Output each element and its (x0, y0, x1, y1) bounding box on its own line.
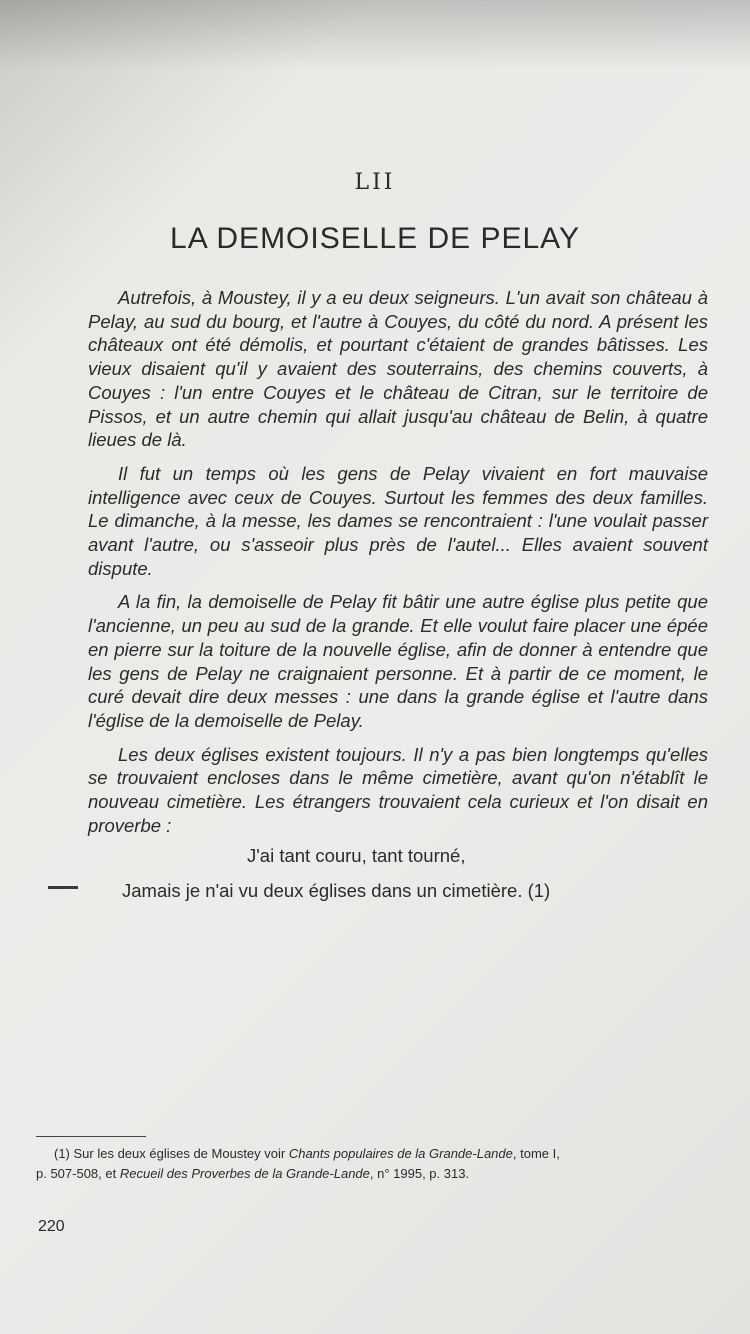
paragraph-3: A la fin, la demoiselle de Pelay fit bâtir une autre église plus petite que l'ancienne, un peu au sud de la grande. Et elle voulut faire placer une épée en pierre sur la toiture de la nouvelle église, afin de donner à entendre que les gens de Pelay ne craignaient personne. Et à partir de ce moment, le curé devait dire deux messes : une dans la grande église et l'autre dans l'église de la demoiselle de Pelay. (88, 591, 708, 731)
footnote-line-2 (36, 1164, 736, 1184)
footnote-mid: , tome I, (512, 1146, 560, 1161)
paragraph-4: Les deux églises existent toujours. Il n'y a pas bien longtemps qu'elles se trouvaient encloses dans le même cimetière, avant qu'on n'établît le nouveau cimetière. Les étrangers trouvaient cela curieux et l'on disait en proverbe : (88, 743, 708, 836)
verse-line-2: Jamais je n'ai vu deux églises dans un cimetière. (1) (122, 880, 551, 901)
verse-line-1: J'ai tant couru, tant tourné, (247, 845, 466, 866)
page-number: 220 (38, 1218, 65, 1235)
footnote-work-1: Chants populaires de la Grande-Lande (288, 1146, 513, 1161)
footnote (36, 1144, 736, 1184)
paragraph-2: Il fut un temps où les gens de Pelay vivaient en fort mauvaise intelligence avec ceux de Couyes. Surtout les femmes des deux familles. Le dimanche, à la messe, les dames se rencontraient : l'une voulait passer avant l'autre, ou s'asseoir plus près de l'autel... Elles avaient souvent dispute. (88, 462, 708, 579)
footnote-divider (36, 1136, 146, 1137)
footnote-work-2: Recueil des Proverbes de la Grande-Lande (119, 1166, 370, 1181)
footnote-line-1 (36, 1144, 736, 1164)
chapter-title: LA DEMOISELLE DE PELAY (170, 222, 580, 255)
story-body (88, 286, 708, 847)
paragraph-1: Autrefois, à Moustey, il y a eu deux seigneurs. L'un avait son château à Pelay, au sud du bourg, et l'autre à Couyes, du côté du nord. A présent les châteaux ont été démolis, et pourtant c'étaient de grandes bâtisses. Les vieux disaient qu'il y avaient des souterrains, des chemins couverts, à Couyes : l'un entre Couyes et le château de Citran, sur le territoire de Pissos, et un autre chemin qui allait jusqu'au château de Belin, à quatre lieues de là. (88, 287, 708, 451)
footnote-line2-start: p. 507-508, et (36, 1166, 120, 1181)
footnote-end: , n° 1995, p. 313. (369, 1166, 470, 1181)
chapter-number: LII (354, 170, 396, 195)
footnote-prefix: (1) Sur les deux églises de Moustey voir (54, 1146, 289, 1161)
page-shadow (0, 0, 750, 70)
